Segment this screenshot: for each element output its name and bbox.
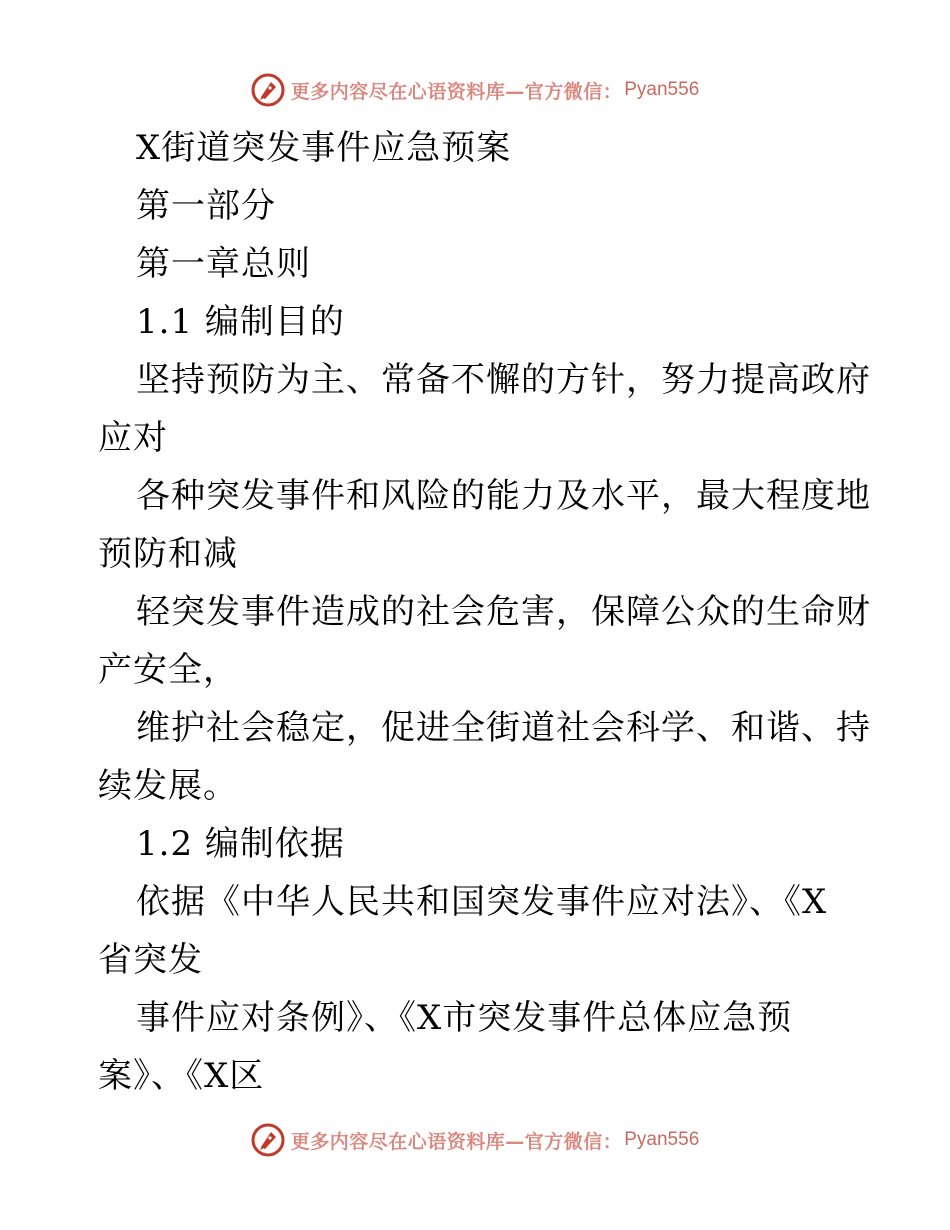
paragraph-line: 依据《中华人民共和国突发事件应对法》、《X	[136, 882, 828, 922]
paragraph-line: 各种突发事件和风险的能力及水平，最大程度地	[136, 476, 871, 516]
banner-wechat-id: Pyan556	[624, 79, 700, 100]
paragraph-line: 续发展。	[98, 766, 238, 806]
pen-nib-logo-icon	[251, 1123, 285, 1157]
part-heading: 第一部分	[136, 186, 276, 226]
pen-nib-logo-icon	[251, 73, 285, 107]
banner-text: 更多内容尽在心语资料库—官方微信：	[290, 80, 623, 103]
paragraph-line: 维护社会稳定，促进全街道社会科学、和谐、持	[136, 708, 871, 748]
banner-text: 更多内容尽在心语资料库—官方微信：	[290, 1130, 623, 1153]
paragraph-line: 轻突发事件造成的社会危害，保障公众的生命财	[136, 592, 871, 632]
banner-wechat-id: Pyan556	[624, 1129, 700, 1150]
paragraph-line: 坚持预防为主、常备不懈的方针，努力提高政府	[136, 360, 871, 400]
paragraph-line: 案》、《X区	[98, 1056, 265, 1096]
footer-banner	[0, 1120, 950, 1160]
section-heading: 1.1 编制目的	[136, 302, 345, 342]
paragraph-line: 省突发	[98, 940, 203, 980]
paragraph-line: 产安全，	[98, 650, 238, 690]
section-heading: 1.2 编制依据	[136, 824, 345, 864]
header-banner	[0, 70, 950, 110]
paragraph-line: 应对	[98, 418, 168, 458]
document-title: X街道突发事件应急预案	[136, 128, 512, 168]
paragraph-line: 事件应对条例》、《X市突发事件总体应急预	[136, 998, 793, 1038]
chapter-heading: 第一章总则	[136, 244, 311, 284]
paragraph-line: 预防和减	[98, 534, 238, 574]
